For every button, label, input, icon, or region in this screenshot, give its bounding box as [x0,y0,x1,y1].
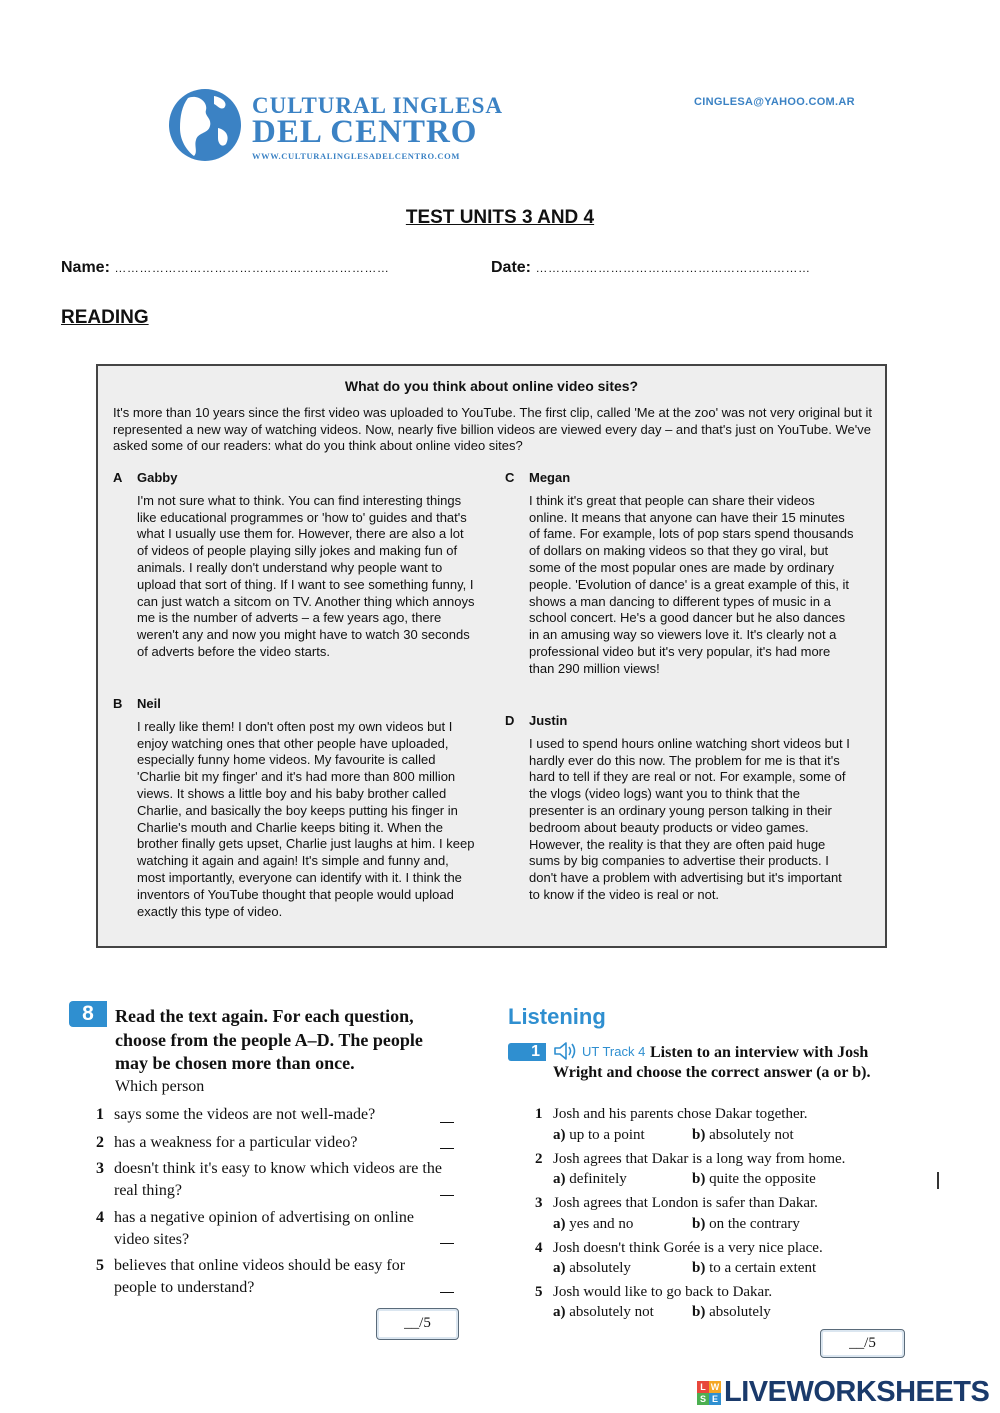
date-field [491,259,810,277]
person-d [505,713,855,904]
globe-logo-icon [168,88,242,162]
contact-email: CINGLESA@YAHOO.COM.AR [694,96,855,108]
question-text: has a negative opinion of advertising on online video sites? [114,1209,414,1248]
option-a-label[interactable]: a) [553,1260,566,1276]
section-heading-reading: READING [61,307,149,328]
audio-track-label: UT Track 4 [582,1044,646,1059]
answer-options [553,1171,816,1188]
option-a-label[interactable]: a) [553,1304,566,1320]
option-b-label[interactable]: b) [692,1127,706,1143]
option-a[interactable]: absolutely [569,1260,631,1276]
name-dots: ………………………………………………………… [114,261,390,275]
person-name: Justin [529,713,568,728]
question-text: Josh agrees that Dakar is a long way from home. [553,1151,846,1167]
question-number: 4 [96,1209,104,1226]
person-text: I'm not sure what to think. You can find interesting things like educational programmes or 'how to' guides and that's what I usually use them for. However, there are also a lot of videos of people playing silly jokes and making fun of animals. I really don't understand why people want to upload that sort of thing. If I want to see something funny, I can just watch a sitcom on TV. Another thing which annoys me is the number of adverts – a few years ago, there weren't any and now you might have to watch 30 seconds of adverts before the video starts. [137,492,475,659]
logo-url: WWW.CULTURALINGLESADELCENTRO.COM [252,151,460,161]
answer-blank[interactable] [440,1122,454,1123]
question-number: 3 [96,1160,104,1177]
person-letter: C [505,470,515,485]
question-number: 1 [535,1106,543,1122]
name-field [61,259,389,277]
option-b[interactable]: on the contrary [709,1216,800,1232]
person-letter: A [113,470,123,485]
date-dots: ………………………………………………………… [535,261,811,275]
logo-line-1: CULTURAL INGLESA [252,93,503,118]
question-item [96,1158,456,1202]
person-a [113,470,478,661]
article-box [96,364,887,948]
question-number: 3 [535,1195,543,1211]
liveworksheets-brand: LIVEWORKSHEETS [724,1376,990,1408]
option-b[interactable]: to a certain extent [709,1260,817,1276]
answer-blank[interactable] [440,1148,454,1149]
exercise-number-badge: 8 [69,1001,107,1027]
article-intro: It's more than 10 years since the first video was uploaded to YouTube. The first clip, called 'Me at the zoo' was not very original but it represented a new way of watching videos. Now, nearly five billion videos are viewed every day – and that's just on YouTube. We've asked some of our readers: what do you think about online video sites? [113,405,872,453]
listening-instruction: Listen to an interview with Josh Wright and choose the correct answer (a or b). [553,1044,871,1081]
answer-options [553,1216,800,1233]
question-number: 1 [96,1106,104,1123]
option-b-label[interactable]: b) [692,1304,706,1320]
person-letter: D [505,713,515,728]
person-letter: B [113,696,123,711]
liveworksheets-icon [697,1381,721,1405]
question-text: Josh would like to go back to Dakar. [553,1284,773,1300]
answer-options [553,1127,794,1144]
question-item [96,1255,456,1299]
option-b-label[interactable]: b) [692,1216,706,1232]
option-a[interactable]: yes and no [569,1216,634,1232]
question-text: Josh agrees that London is safer than Dakar. [553,1195,818,1211]
question-number: 2 [96,1134,104,1151]
person-name: Gabby [137,470,178,485]
reading-score-box[interactable]: __/5 [376,1308,459,1340]
listening-score-box[interactable]: __/5 [820,1329,905,1358]
option-b-label[interactable]: b) [692,1171,706,1187]
listening-question [535,1238,915,1258]
person-text: I think it's great that people can share their videos online. It means that anyone can have their 15 minutes of fame. For example, lots of pop stars spend thousands of dollars on making videos so that they go viral, but some of the most popular ones are made by ordinary people. 'Evolution of dance' is a great example of this, it shows a man dancing to different types of music in a school concert. He's a good dancer but he also dances in an amusing way so viewers love it. It's clearly not a professional video but it's very popular, it's had more than 290 million views! [529,492,854,676]
listening-question [535,1282,915,1302]
lw-icon-tile: E [709,1393,721,1405]
lw-icon-tile: W [710,1381,720,1392]
date-label: Date: [491,259,532,276]
question-number: 5 [535,1284,543,1300]
answer-blank[interactable] [440,1195,454,1196]
option-b-label[interactable]: b) [692,1260,706,1276]
person-text: I really like them! I don't often post my own videos but I enjoy watching ones that other people have uploaded, especially funny home videos. My favourite is called 'Charlie bit my finger' and it's had more than 800 million views. It shows a little boy and his baby brother called Charlie, and basically the boy keeps putting his finger in Charlie's mouth and Charlie keeps biting it. When the brother finally gets upset, Charlie just laughs at him. I keep watching it again and again! It's simple and funny and, most importantly, everyone can identify with it. I think the inventors of YouTube thought that people would upload exactly this type of video. [137,718,475,919]
question-text: has a weakness for a particular video? [114,1134,358,1151]
option-b[interactable]: absolutely not [709,1127,794,1143]
question-item [96,1207,456,1251]
person-text: I used to spend hours online watching short videos but I hardly ever do this now. The problem for me is that it's hard to tell if they are real or not. For example, some of the vlogs (video logs) want you to think that the presenter is an ordinary young person talking in their bedroom about beauty products or video games. However, the reality is that they are often paid huge sums by big companies to advertise their products. I don't have a problem with advertising but it's important to know if the video is real or not. [529,735,850,902]
question-number: 2 [535,1151,543,1167]
person-c [505,470,855,678]
option-b[interactable]: quite the opposite [709,1171,816,1187]
exercise-number-badge: 1 [508,1043,546,1061]
school-logo-text [252,94,503,161]
question-number: 4 [535,1240,543,1256]
page-title: TEST UNITS 3 AND 4 [405,207,595,228]
listening-question [535,1104,915,1124]
question-item [96,1132,456,1154]
listening-question [535,1149,915,1169]
question-number: 5 [96,1257,104,1274]
question-text: says some the videos are not well-made? [114,1106,376,1123]
question-text: doesn't think it's easy to know which videos are the real thing? [114,1160,442,1199]
option-a[interactable]: up to a point [569,1127,645,1143]
answer-options [553,1260,817,1277]
person-name: Megan [529,470,571,485]
option-a-label[interactable]: a) [553,1171,566,1187]
option-a-label[interactable]: a) [553,1127,566,1143]
option-b[interactable]: absolutely [709,1304,771,1320]
option-a[interactable]: definitely [569,1171,627,1187]
question-text: believes that online videos should be easy for people to understand? [114,1257,406,1296]
section-heading-listening: Listening [508,1004,606,1029]
article-title: What do you think about online video sites? [344,378,639,394]
text-cursor-mark [937,1172,939,1189]
question-text: Josh and his parents chose Dakar together. [553,1106,808,1122]
logo-line-2: DEL CENTRO [252,114,478,150]
lw-icon-tile: S [697,1393,709,1405]
option-a[interactable]: absolutely not [569,1304,654,1320]
lw-icon-tile: L [697,1381,709,1393]
exercise-prompt: Which person [115,1078,205,1095]
question-item [96,1104,456,1126]
option-a-label[interactable]: a) [553,1216,566,1232]
listening-question [535,1193,915,1213]
person-name: Neil [137,696,161,711]
answer-blank[interactable] [440,1292,454,1293]
liveworksheets-watermark [697,1376,989,1409]
answer-blank[interactable] [440,1243,454,1244]
person-b [113,696,478,920]
exercise-instruction: Read the text again. For each question, choose from the people A–D. The people may be chosen more than once. [115,1006,423,1073]
question-text: Josh doesn't think Gorée is a very nice place. [553,1240,823,1256]
name-label: Name: [61,259,110,276]
answer-options [553,1304,771,1321]
